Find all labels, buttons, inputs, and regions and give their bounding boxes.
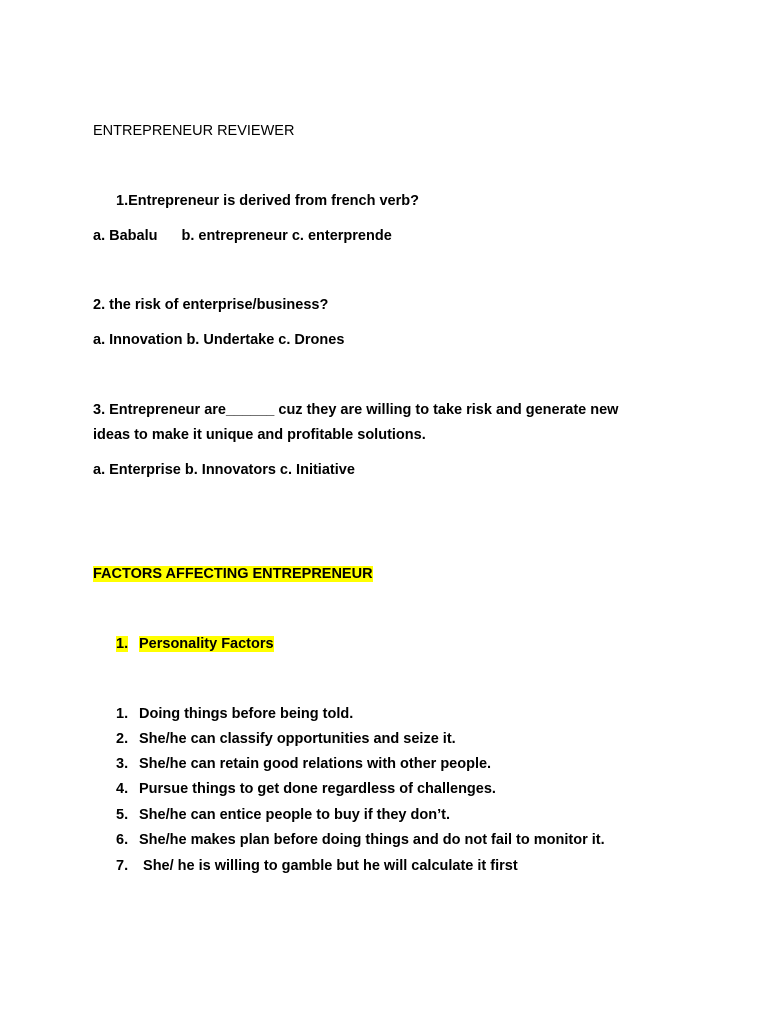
list-item-number: 6. [116,832,129,848]
list-item-number: 2. [116,731,129,747]
question-1-choice-rest: b. entrepreneur c. enterprende [181,228,392,244]
question-3-line-2: ideas to make it unique and profitable solutions. [93,427,426,443]
section-heading [93,565,373,583]
question-1-choices [93,227,392,245]
list-item: She/he can classify opportunities and seize it. [139,731,456,747]
list-item-number: 3. [116,756,129,772]
list-item: She/he can retain good relations with other people. [139,756,492,772]
document-title: ENTREPRENEUR REVIEWER [93,123,295,139]
list-item: She/he can entice people to buy if they don’t. [139,807,450,823]
list-item-number: 7. [116,858,129,874]
section-heading-text: FACTORS AFFECTING ENTREPRENEUR [93,566,373,582]
list-item-number: 1. [116,706,129,722]
subsection-number: 1. [116,636,129,652]
list-item: She/ he is willing to gamble but he will calculate it first [139,858,518,874]
question-2: 2. the risk of enterprise/business? [93,297,329,313]
list-item: Pursue things to get done regardless of challenges. [139,781,496,797]
question-1-choice-a: a. Babalu [93,228,158,244]
list-item: She/he makes plan before doing things and do not fail to monitor it. [139,832,605,848]
question-3-choices: a. Enterprise b. Innovators c. Initiative [93,462,355,478]
list-item-number: 5. [116,807,129,823]
question-1: 1.Entrepreneur is derived from french verb? [116,193,419,209]
question-3-line-1: 3. Entrepreneur are______ cuz they are willing to take risk and generate new [93,402,619,418]
question-2-choices: a. Innovation b. Undertake c. Drones [93,332,345,348]
list-item-number: 4. [116,781,129,797]
list-item: Doing things before being told. [139,706,354,722]
subsection-label: Personality Factors [139,636,274,652]
